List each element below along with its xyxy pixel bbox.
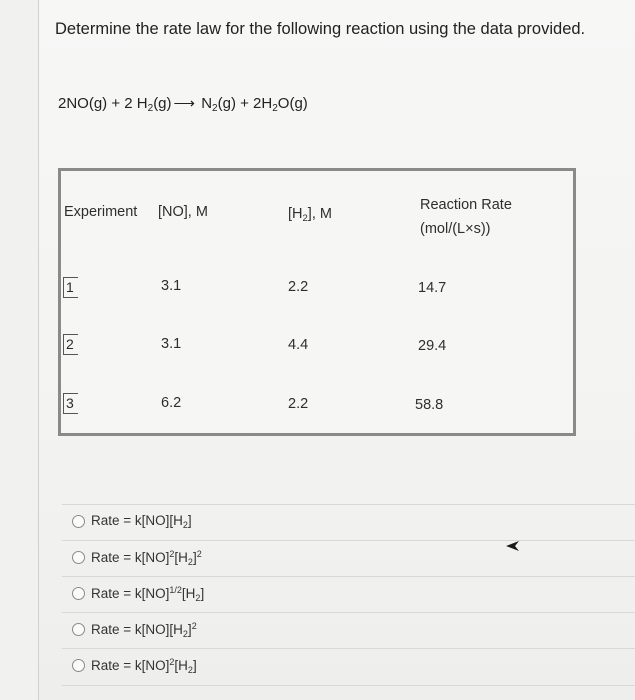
- radio-button[interactable]: [72, 551, 85, 564]
- answer-choice[interactable]: [62, 576, 635, 613]
- choice-text: ]: [187, 513, 192, 528]
- choice-text: Rate = k[NO]: [91, 550, 170, 565]
- rate-data-table: [58, 168, 576, 436]
- answer-choice[interactable]: [62, 504, 635, 541]
- header-rate-units: (mol/(L×s)): [420, 221, 491, 237]
- eq-part: (g) + 2H: [217, 95, 273, 112]
- choice-label: [91, 621, 197, 639]
- choice-text: [H: [174, 658, 188, 673]
- no-value: 3.1: [161, 336, 182, 352]
- eq-part: 2NO(g) + 2 H: [58, 95, 148, 112]
- eq-sub: 2: [147, 103, 154, 114]
- choice-sub: 2: [182, 629, 188, 639]
- radio-button[interactable]: [72, 623, 85, 636]
- experiment-number: 3: [63, 393, 78, 414]
- choice-sub: 2: [187, 665, 193, 675]
- radio-button[interactable]: [72, 659, 85, 672]
- choice-text: ]: [192, 550, 197, 565]
- choice-text: ]: [187, 622, 192, 637]
- header-rate: Reaction Rate: [420, 197, 512, 213]
- header-h2-sub: 2: [302, 213, 308, 224]
- experiment-number: 2: [63, 334, 78, 355]
- header-no-concentration: [NO], M: [158, 204, 208, 220]
- choice-label: [91, 513, 192, 530]
- choice-text: Rate = k[NO][H: [91, 513, 183, 528]
- choice-sub: 2: [195, 593, 201, 603]
- rate-value: 29.4: [418, 338, 447, 354]
- reaction-equation: [58, 94, 308, 114]
- radio-button[interactable]: [72, 587, 85, 600]
- choice-sup: 2: [169, 657, 175, 667]
- rate-value: 58.8: [415, 397, 444, 413]
- radio-button[interactable]: [72, 515, 85, 528]
- eq-part: N: [197, 95, 213, 112]
- choice-text: Rate = k[NO]: [91, 658, 170, 673]
- eq-sub: 2: [212, 103, 218, 114]
- choice-text: [H: [174, 550, 188, 565]
- choice-text: ]: [200, 586, 205, 601]
- choice-text: Rate = k[NO][H: [91, 622, 183, 637]
- no-value: 3.1: [161, 278, 182, 294]
- choice-label: [91, 585, 204, 603]
- eq-sub: 2: [272, 103, 278, 114]
- choice-sup: 2: [169, 549, 175, 559]
- choice-sub: 2: [187, 557, 193, 567]
- choice-sup: 2: [196, 549, 202, 559]
- choice-label: [91, 657, 197, 675]
- mouse-pointer-icon: [506, 540, 520, 552]
- header-h2-part: [H: [288, 206, 303, 222]
- choice-text: Rate = k[NO]: [91, 586, 170, 601]
- choice-text: [H: [181, 586, 196, 601]
- answer-choice[interactable]: [62, 648, 635, 686]
- choice-sup: 2: [191, 621, 197, 631]
- header-h2-concentration: [288, 206, 332, 224]
- choice-text: ]: [192, 658, 197, 673]
- experiment-number: 1: [63, 277, 78, 298]
- header-experiment: Experiment: [64, 204, 138, 220]
- eq-part: (g): [153, 95, 172, 112]
- choice-sup: 1/2: [169, 585, 182, 595]
- h2-value: 2.2: [288, 396, 309, 412]
- choice-label: [91, 549, 202, 567]
- question-prompt: Determine the rate law for the following reaction using the data provided.: [55, 20, 586, 38]
- answer-choice[interactable]: [62, 612, 635, 649]
- eq-part: O(g): [277, 95, 308, 112]
- rate-value: 14.7: [418, 280, 447, 296]
- header-h2-part: ], M: [307, 206, 332, 222]
- choice-sub: 2: [182, 520, 188, 530]
- no-value: 6.2: [161, 395, 182, 411]
- h2-value: 2.2: [288, 279, 309, 295]
- reaction-arrow-icon: ⟶: [173, 95, 196, 112]
- h2-value: 4.4: [288, 337, 309, 353]
- answer-choice[interactable]: [62, 540, 635, 577]
